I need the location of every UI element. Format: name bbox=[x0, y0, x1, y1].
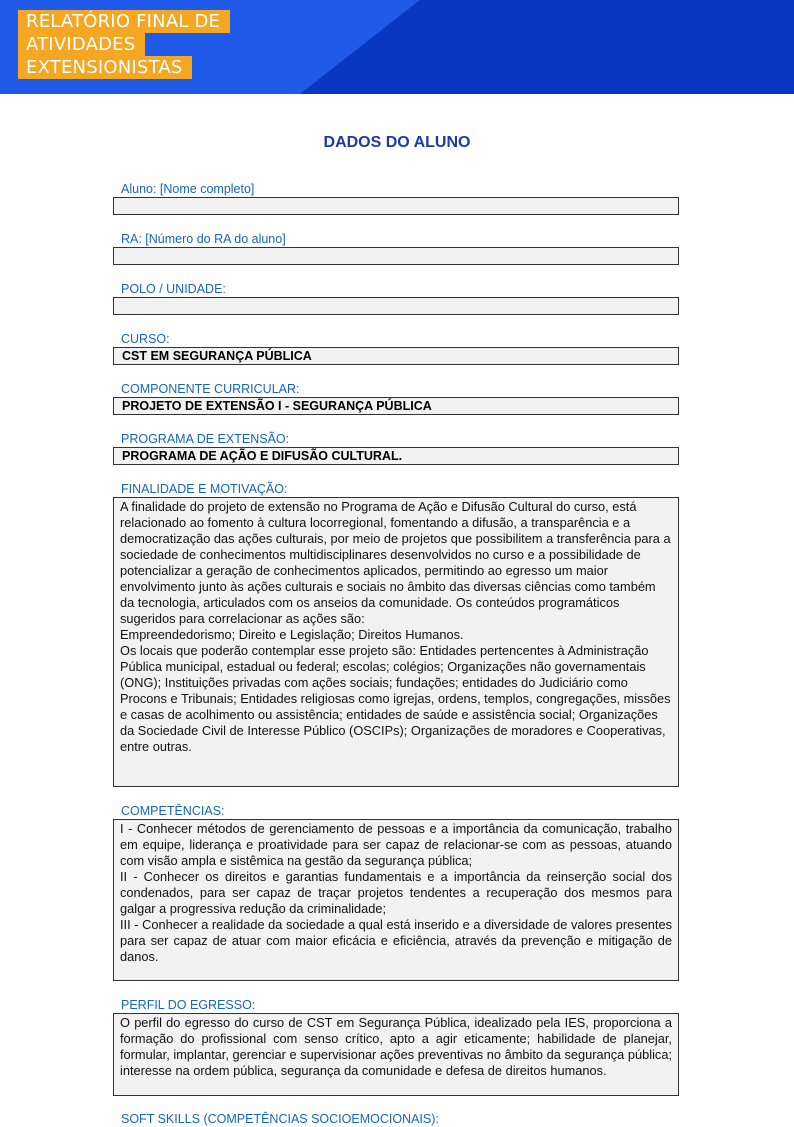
competencia-item: I - Conhecer métodos de gerenciamento de pessoas e a importância da comunicação, trabalho em equipe, liderança e proatividade para ser capaz de relacionar-se com as pessoas, atuando com visão ampla e sistêmica na gestão da segurança pública; bbox=[120, 821, 672, 868]
componente-label: COMPONENTE CURRICULAR: bbox=[121, 382, 300, 396]
polo-field[interactable] bbox=[113, 297, 679, 315]
ra-field[interactable] bbox=[113, 247, 679, 265]
report-title-line-2: ATIVIDADES bbox=[18, 33, 145, 56]
curso-field[interactable] bbox=[113, 347, 679, 365]
programa-field[interactable] bbox=[113, 447, 679, 465]
programa-label: PROGRAMA DE EXTENSÃO: bbox=[121, 432, 290, 446]
competencias-field[interactable] bbox=[113, 819, 679, 981]
report-title bbox=[18, 10, 230, 79]
programa-value: PROGRAMA DE AÇÃO E DIFUSÃO CULTURAL. bbox=[122, 449, 403, 463]
curso-value: CST EM SEGURANÇA PÚBLICA bbox=[122, 349, 312, 363]
componente-value: PROJETO DE EXTENSÃO I - SEGURANÇA PÚBLICA bbox=[122, 399, 432, 413]
finalidade-paragraph: A finalidade do projeto de extensão no Programa de Ação e Difusão Cultural do curso, está relacionado ao fomento à cultura locorregional, fomentando a difusão, a transparência e a democratização das ações culturais, por meio de projetos que possibilitem a transferência para a sociedade de conhecimentos multidisciplinares desenvolvidos no curso e a possibilidade de potencializar a geração de conhecimentos aplicados, permitindo ao egresso um maior envolvimento junto às ações culturais e sociais no âmbito das diversas ciências como também da tecnologia, articulados com os anseios da comunidade. Os conteúdos programáticos sugeridos para correlacionar as ações são: bbox=[120, 499, 671, 626]
report-title-line-1: RELATÓRIO FINAL DE bbox=[18, 10, 230, 33]
perfil-paragraph: O perfil do egresso do curso de CST em Segurança Pública, idealizado pela IES, proporciona a formação do profissional com senso crítico, apto a agir eticamente; habilidade de planejar, formular, implantar, gerenciar e supervisionar ações preventivas no âmbito da segurança pública; interesse na ordem pública, segurança da comunidade e defesa de direitos humanos. bbox=[120, 1015, 672, 1078]
competencia-item: II - Conhecer os direitos e garantias fundamentais e a importância da reinserção social dos condenados, para ser capaz de traçar projetos tendentes a recuperação dos mesmos para galgar a progressiva redução da criminalidade; bbox=[120, 869, 672, 916]
finalidade-paragraph: Empreendedorismo; Direito e Legislação; Direitos Humanos. bbox=[120, 627, 464, 642]
section-title: DADOS DO ALUNO bbox=[323, 134, 471, 151]
aluno-label: Aluno: [Nome completo] bbox=[121, 182, 255, 196]
perfil-label: PERFIL DO EGRESSO: bbox=[121, 998, 256, 1012]
header-banner bbox=[0, 0, 794, 94]
finalidade-field[interactable] bbox=[113, 497, 679, 787]
finalidade-label: FINALIDADE E MOTIVAÇÃO: bbox=[121, 482, 288, 496]
curso-label: CURSO: bbox=[121, 332, 170, 346]
componente-field[interactable] bbox=[113, 397, 679, 415]
report-title-line-3: EXTENSIONISTAS bbox=[18, 56, 192, 79]
ra-label: RA: [Número do RA do aluno] bbox=[121, 232, 286, 246]
perfil-field[interactable] bbox=[113, 1013, 679, 1096]
polo-label: POLO / UNIDADE: bbox=[121, 282, 226, 296]
soft-skills-label: SOFT SKILLS (COMPETÊNCIAS SOCIOEMOCIONAIS): bbox=[121, 1112, 439, 1126]
competencia-item: III - Conhecer a realidade da sociedade a qual está inserido e a diversidade de valores presentes para ser capaz de atuar com maior eficácia e eficiência, através da prevenção e mitigação de danos. bbox=[120, 917, 672, 964]
finalidade-paragraph: Os locais que poderão contemplar esse projeto são: Entidades pertencentes à Administração Pública municipal, estadual ou federal; escolas; colégios; Organizações não governamentais (ONG); Instituições privadas com ações sociais; fundações; entidades do Judiciário como Procons e Tribunais; Entidades religiosas como igrejas, ordens, templos, congregações, missões e casas de acolhimento ou assistência; entidades de saúde e assistência social; Organizações da Sociedade Civil de Interesse Público (OSCIPs); Organizações de moradores e Cooperativas, entre outras. bbox=[120, 643, 671, 754]
competencias-label: COMPETÊNCIAS: bbox=[121, 804, 225, 818]
aluno-field[interactable] bbox=[113, 197, 679, 215]
